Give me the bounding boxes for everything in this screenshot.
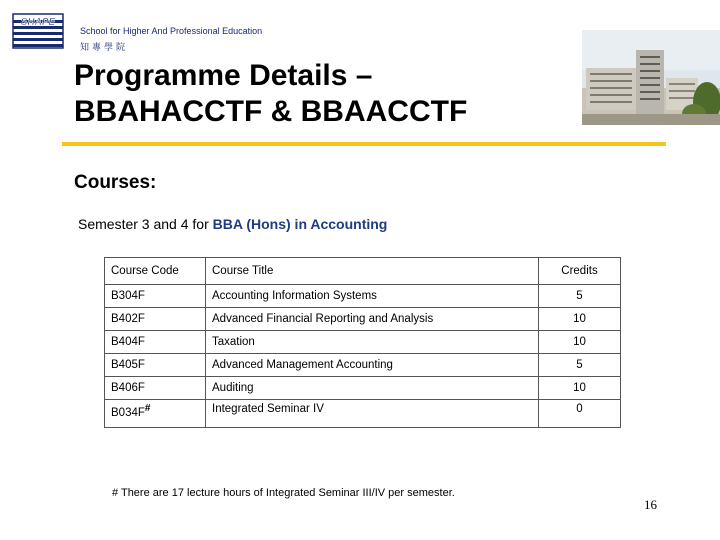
table-row bbox=[105, 377, 621, 400]
course-credits: 10 bbox=[539, 308, 621, 331]
course-title: Integrated Seminar IV bbox=[206, 400, 539, 428]
course-title: Taxation bbox=[206, 331, 539, 354]
table-row bbox=[105, 285, 621, 308]
courses-table bbox=[104, 257, 621, 428]
school-logo bbox=[10, 10, 263, 54]
title-line-1: Programme Details – bbox=[74, 59, 373, 92]
course-code: B402F bbox=[105, 308, 206, 331]
course-credits: 0 bbox=[539, 400, 621, 428]
course-code: B034F bbox=[111, 407, 145, 419]
header-credits: Credits bbox=[539, 258, 621, 285]
course-title: Advanced Financial Reporting and Analysis bbox=[206, 308, 539, 331]
table-row bbox=[105, 308, 621, 331]
title-divider bbox=[62, 142, 666, 146]
header-course-title: Course Title bbox=[206, 258, 539, 285]
course-credits: 10 bbox=[539, 377, 621, 400]
course-credits: 5 bbox=[539, 285, 621, 308]
campus-building-photo bbox=[582, 30, 720, 125]
table-row bbox=[105, 354, 621, 377]
course-credits: 10 bbox=[539, 331, 621, 354]
school-name: School for Higher And Professional Education bbox=[80, 26, 263, 36]
footnote: # There are 17 lecture hours of Integrated Seminar III/IV per semester. bbox=[112, 487, 455, 499]
course-code: B404F bbox=[105, 331, 206, 354]
course-credits: 5 bbox=[539, 354, 621, 377]
shape-logo-icon bbox=[10, 10, 72, 52]
table-header-row bbox=[105, 258, 621, 285]
school-chinese-name: 知專學院 bbox=[80, 42, 129, 52]
course-title: Accounting Information Systems bbox=[206, 285, 539, 308]
title-line-2: BBAHACCTF & BBAACCTF bbox=[74, 95, 468, 128]
logo-text: SHAPE bbox=[20, 17, 56, 28]
course-title: Advanced Management Accounting bbox=[206, 354, 539, 377]
header-course-code: Course Code bbox=[105, 258, 206, 285]
course-title: Auditing bbox=[206, 377, 539, 400]
table-row bbox=[105, 331, 621, 354]
page-number: 16 bbox=[644, 497, 657, 512]
course-code: B406F bbox=[105, 377, 206, 400]
subtitle-prefix: Semester 3 and 4 for bbox=[78, 216, 213, 232]
page-title bbox=[74, 58, 467, 130]
programme-name: BBA (Hons) in Accounting bbox=[212, 216, 388, 232]
course-code: B304F bbox=[105, 285, 206, 308]
table-row bbox=[105, 400, 621, 428]
semester-subtitle bbox=[78, 216, 387, 232]
footnote-mark: # bbox=[144, 403, 151, 414]
courses-heading: Courses: bbox=[74, 172, 157, 193]
course-code: B405F bbox=[105, 354, 206, 377]
course-code-cell bbox=[105, 400, 206, 428]
